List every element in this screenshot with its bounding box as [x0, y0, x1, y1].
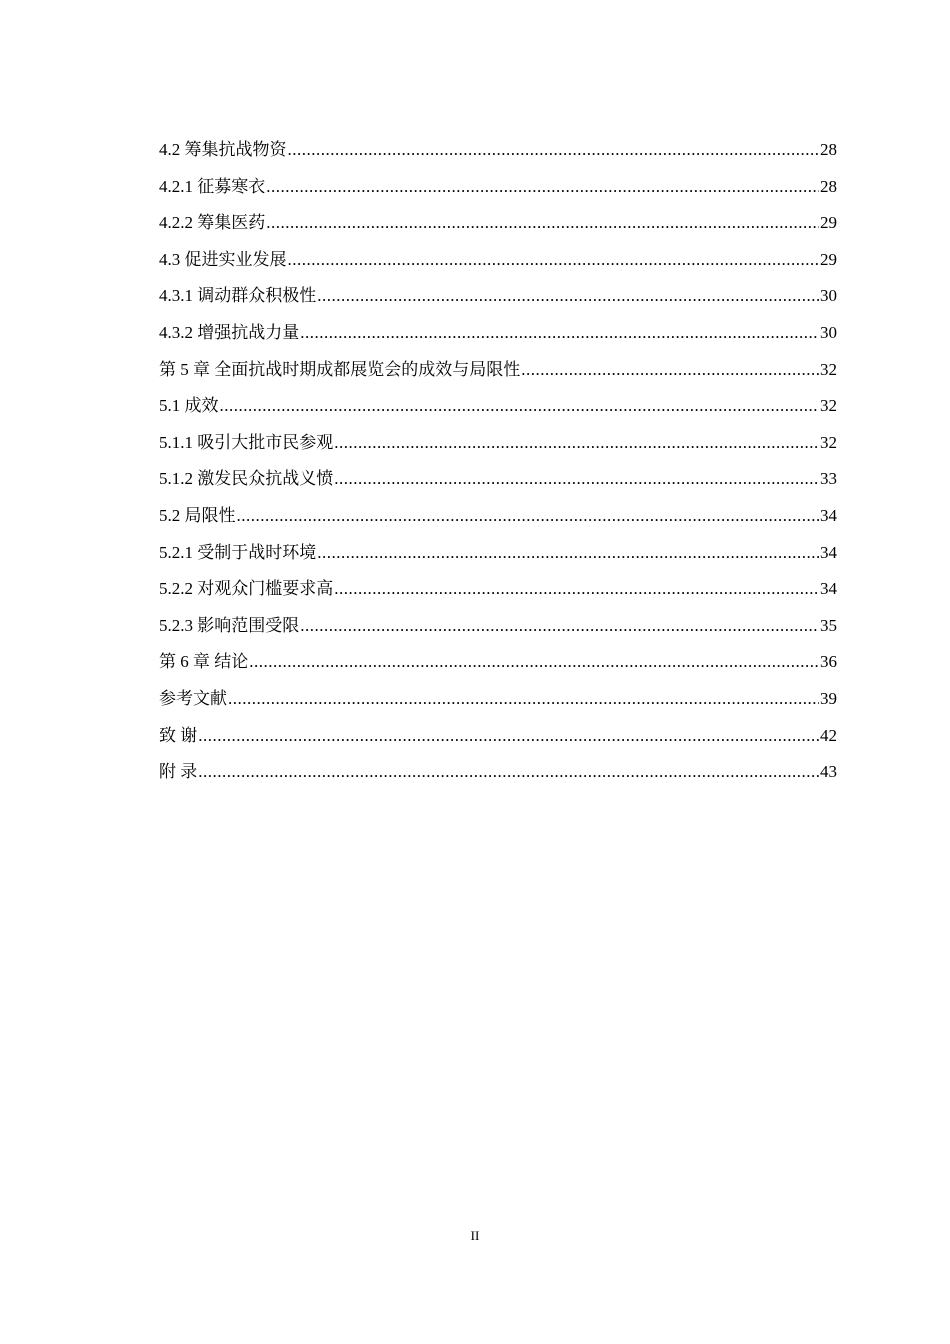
- toc-entry[interactable]: [159, 392, 837, 429]
- toc-entry-title: 5.2.2 对观众门槛要求高: [159, 579, 334, 599]
- toc-entry-page: 30: [820, 286, 837, 306]
- toc-entry-title: 4.3 促进实业发展: [159, 249, 287, 269]
- toc-entry-page: 33: [820, 469, 837, 489]
- toc-entry-title: 4.3.2 增强抗战力量: [159, 322, 300, 342]
- toc-entry-title: 第 5 章 全面抗战时期成都展览会的成效与局限性: [159, 359, 521, 379]
- toc-dot-leader: [266, 173, 819, 201]
- toc-dot-leader: [228, 685, 819, 713]
- toc-entry[interactable]: [159, 685, 837, 722]
- toc-entry-title: 第 6 章 结论: [159, 652, 249, 672]
- toc-entry[interactable]: [159, 246, 837, 283]
- toc-dot-leader: [317, 282, 819, 310]
- toc-entry-title: 参考文献: [159, 688, 227, 708]
- toc-entry[interactable]: [159, 575, 837, 612]
- toc-entry-title: 4.2.1 征募寒衣: [159, 176, 266, 196]
- toc-entry-page: 30: [820, 322, 837, 342]
- toc-entry-page: 43: [820, 762, 837, 782]
- toc-entry[interactable]: [159, 758, 837, 795]
- toc-entry-page: 36: [820, 652, 837, 672]
- toc-entry[interactable]: [159, 648, 837, 685]
- toc-dot-leader: [521, 356, 819, 384]
- toc-dot-leader: [334, 429, 819, 457]
- toc-dot-leader: [334, 575, 819, 603]
- toc-dot-leader: [237, 502, 820, 530]
- toc-dot-leader: [198, 722, 819, 750]
- toc-entry-page: 29: [820, 213, 837, 233]
- toc-entry[interactable]: [159, 722, 837, 759]
- toc-entry-title: 5.2.3 影响范围受限: [159, 615, 300, 635]
- toc-entry-page: 28: [820, 176, 837, 196]
- toc-entry-page: 42: [820, 725, 837, 745]
- toc-entry[interactable]: [159, 319, 837, 356]
- toc-dot-leader: [220, 392, 820, 420]
- toc-entry[interactable]: [159, 612, 837, 649]
- toc-dot-leader: [300, 612, 819, 640]
- toc-entry-page: 32: [820, 396, 837, 416]
- toc-dot-leader: [288, 246, 820, 274]
- toc-entry[interactable]: [159, 429, 837, 466]
- toc-entry[interactable]: [159, 173, 837, 210]
- toc-entry-title: 5.1 成效: [159, 396, 219, 416]
- toc-entry[interactable]: [159, 136, 837, 173]
- toc-dot-leader: [334, 465, 819, 493]
- toc-dot-leader: [249, 648, 819, 676]
- toc-dot-leader: [198, 758, 819, 786]
- table-of-contents: [159, 136, 837, 795]
- toc-dot-leader: [266, 209, 819, 237]
- toc-entry-page: 32: [820, 359, 837, 379]
- toc-entry-page: 34: [820, 579, 837, 599]
- toc-entry-page: 32: [820, 432, 837, 452]
- toc-dot-leader: [317, 539, 819, 567]
- toc-entry-page: 34: [820, 505, 837, 525]
- page-number: II: [470, 1228, 480, 1243]
- toc-entry[interactable]: [159, 209, 837, 246]
- toc-entry-title: 附 录: [159, 762, 198, 782]
- toc-entry-title: 5.1.1 吸引大批市民参观: [159, 432, 334, 452]
- toc-entry-title: 5.1.2 激发民众抗战义愤: [159, 469, 334, 489]
- toc-entry[interactable]: [159, 502, 837, 539]
- toc-dot-leader: [300, 319, 819, 347]
- toc-entry-title: 4.3.1 调动群众积极性: [159, 286, 317, 306]
- toc-entry[interactable]: [159, 539, 837, 576]
- toc-entry[interactable]: [159, 465, 837, 502]
- toc-dot-leader: [288, 136, 820, 164]
- toc-entry-title: 致 谢: [159, 725, 198, 745]
- toc-entry[interactable]: [159, 282, 837, 319]
- toc-entry[interactable]: [159, 356, 837, 393]
- toc-entry-page: 34: [820, 542, 837, 562]
- toc-entry-title: 5.2 局限性: [159, 505, 236, 525]
- toc-entry-title: 5.2.1 受制于战时环境: [159, 542, 317, 562]
- toc-entry-page: 35: [820, 615, 837, 635]
- toc-entry-title: 4.2.2 筹集医药: [159, 213, 266, 233]
- toc-entry-title: 4.2 筹集抗战物资: [159, 140, 287, 159]
- toc-entry-page: 39: [820, 688, 837, 708]
- toc-entry-page: 29: [820, 249, 837, 269]
- toc-entry-page: 28: [820, 140, 837, 159]
